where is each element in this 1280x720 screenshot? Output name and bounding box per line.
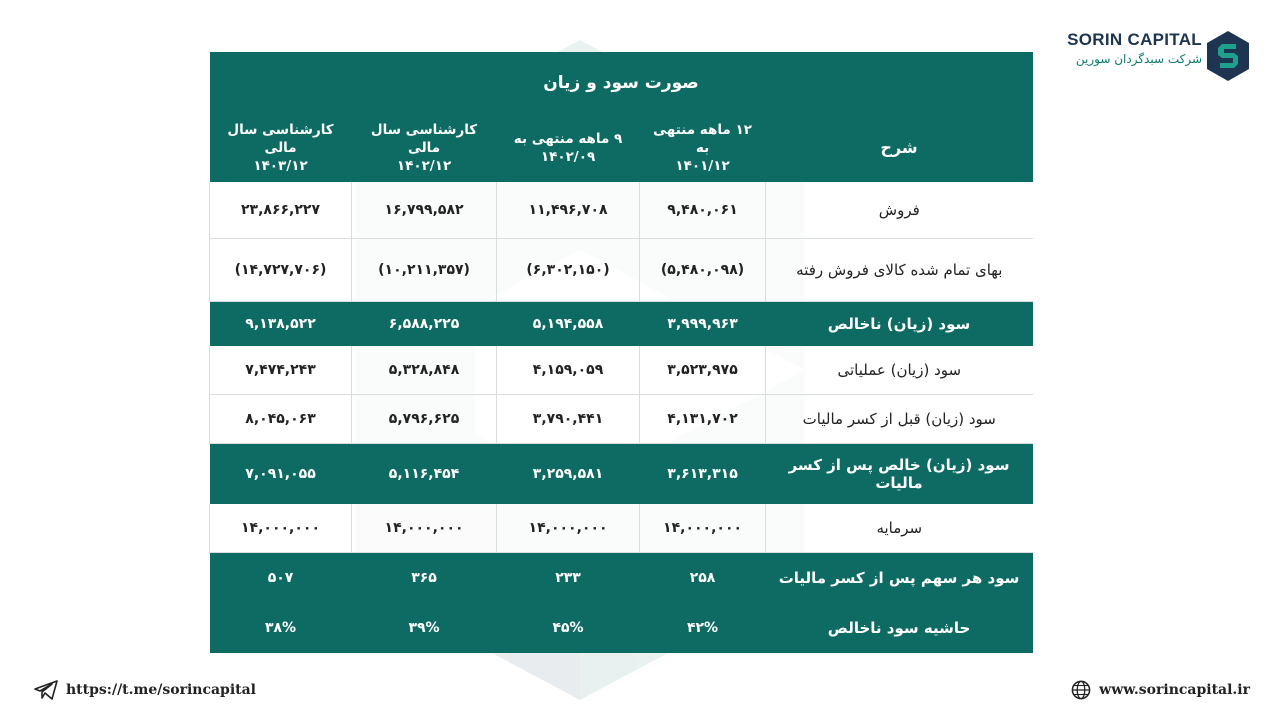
table-row: [210, 239, 1033, 302]
globe-icon: [1071, 680, 1091, 700]
brand-subtitle: شرکت سبدگردان سورین: [1075, 52, 1202, 66]
website-link[interactable]: [1071, 680, 1250, 700]
cell-value: ۲۳,۸۶۶,۲۲۷: [210, 182, 352, 239]
telegram-icon: [34, 680, 58, 700]
brand-name: SORIN CAPITAL: [1067, 30, 1202, 49]
table-row: [210, 444, 1033, 505]
income-statement-table: [209, 52, 1032, 653]
cell-value: (۱۰,۲۱۱,۳۵۷): [352, 239, 497, 302]
cell-value: ۱۴,۰۰۰,۰۰۰: [210, 504, 352, 553]
label-column-header: شرح: [766, 114, 1033, 182]
table-row: [210, 182, 1033, 239]
cell-value: ۳,۶۱۳,۳۱۵: [640, 444, 766, 505]
cell-value: ۴,۱۳۱,۷۰۲: [640, 395, 766, 444]
brand-logo: [1067, 30, 1250, 86]
cell-value: ۴۲%: [640, 603, 766, 653]
cell-value: ۳,۹۹۹,۹۶۳: [640, 302, 766, 347]
cell-value: ۷,۰۹۱,۰۵۵: [210, 444, 352, 505]
row-label: فروش: [766, 182, 1033, 239]
cell-value: ۵,۷۹۶,۶۲۵: [352, 395, 497, 444]
cell-value: ۳,۷۹۰,۴۴۱: [497, 395, 640, 444]
cell-value: ۱۴,۰۰۰,۰۰۰: [497, 504, 640, 553]
website-url[interactable]: www.sorincapital.ir: [1099, 682, 1250, 698]
cell-value: ۵,۱۱۶,۴۵۴: [352, 444, 497, 505]
table-row: [210, 553, 1033, 604]
cell-value: ۴۵%: [497, 603, 640, 653]
row-label: سود (زیان) خالص پس از کسر مالیات: [766, 444, 1033, 505]
cell-value: (۶,۳۰۲,۱۵۰): [497, 239, 640, 302]
row-label: سود (زیان) ناخالص: [766, 302, 1033, 347]
table-row: [210, 504, 1033, 553]
cell-value: ۲۵۸: [640, 553, 766, 604]
cell-value: ۱۴,۰۰۰,۰۰۰: [352, 504, 497, 553]
row-label: سود (زیان) عملیاتی: [766, 346, 1033, 395]
cell-value: ۲۳۳: [497, 553, 640, 604]
cell-value: ۴,۱۵۹,۰۵۹: [497, 346, 640, 395]
brand-mark-icon: [1206, 30, 1250, 82]
cell-value: ۵,۱۹۴,۵۵۸: [497, 302, 640, 347]
cell-value: ۳۹%: [352, 603, 497, 653]
row-label: سرمایه: [766, 504, 1033, 553]
cell-value: ۱۴,۰۰۰,۰۰۰: [640, 504, 766, 553]
column-header: ۹ ماهه منتهی به ۱۴۰۲/۰۹: [497, 114, 640, 182]
table-row: [210, 395, 1033, 444]
cell-value: (۵,۴۸۰,۰۹۸): [640, 239, 766, 302]
table-title: صورت سود و زیان: [210, 52, 1033, 114]
cell-value: ۳,۵۲۳,۹۷۵: [640, 346, 766, 395]
cell-value: ۳۶۵: [352, 553, 497, 604]
row-label: سود (زیان) قبل از کسر مالیات: [766, 395, 1033, 444]
table-row: [210, 302, 1033, 347]
cell-value: (۱۴,۷۲۷,۷۰۶): [210, 239, 352, 302]
column-header: کارشناسی سال مالی ۱۴۰۳/۱۲: [210, 114, 352, 182]
cell-value: ۳۸%: [210, 603, 352, 653]
cell-value: ۷,۴۷۴,۲۴۳: [210, 346, 352, 395]
cell-value: ۵,۳۲۸,۸۴۸: [352, 346, 497, 395]
cell-value: ۱۶,۷۹۹,۵۸۲: [352, 182, 497, 239]
cell-value: ۵۰۷: [210, 553, 352, 604]
cell-value: ۹,۴۸۰,۰۶۱: [640, 182, 766, 239]
row-label: بهای تمام شده کالای فروش رفته: [766, 239, 1033, 302]
telegram-link[interactable]: [34, 680, 256, 700]
cell-value: ۸,۰۴۵,۰۶۳: [210, 395, 352, 444]
cell-value: ۶,۵۸۸,۲۲۵: [352, 302, 497, 347]
cell-value: ۱۱,۴۹۶,۷۰۸: [497, 182, 640, 239]
row-label: حاشیه سود ناخالص: [766, 603, 1033, 653]
cell-value: ۳,۲۵۹,۵۸۱: [497, 444, 640, 505]
cell-value: ۹,۱۳۸,۵۲۲: [210, 302, 352, 347]
column-header: کارشناسی سال مالی ۱۴۰۲/۱۲: [352, 114, 497, 182]
table-row: [210, 346, 1033, 395]
row-label: سود هر سهم پس از کسر مالیات: [766, 553, 1033, 604]
column-header: ۱۲ ماهه منتهی به ۱۴۰۱/۱۲: [640, 114, 766, 182]
telegram-url[interactable]: https://t.me/sorincapital: [66, 682, 257, 698]
table-row: [210, 603, 1033, 653]
